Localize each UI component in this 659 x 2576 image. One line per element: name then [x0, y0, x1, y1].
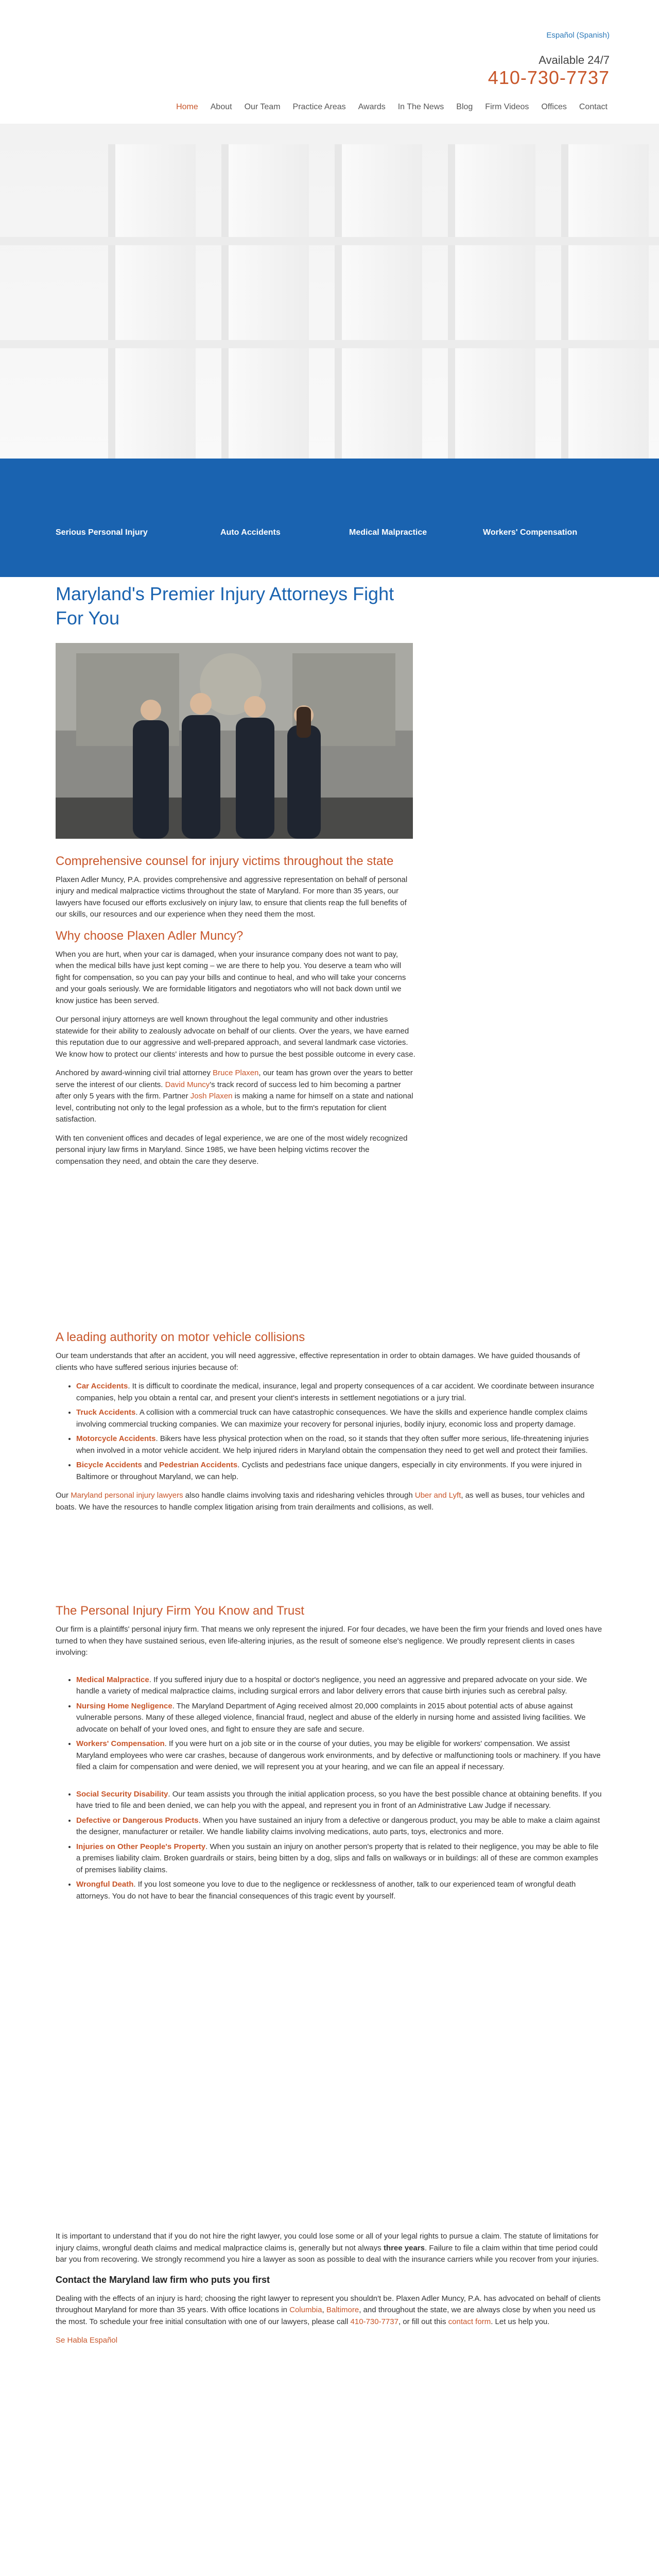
- nav-home[interactable]: Home: [176, 103, 198, 111]
- list-item: [76, 1815, 603, 1838]
- attorney-link-bruce-plaxen[interactable]: Bruce Plaxen: [213, 1069, 259, 1078]
- list-item: [76, 1674, 603, 1698]
- list-item: [76, 1879, 603, 1902]
- text-fragment: also handle claims involving taxis and ridesharing vehicles through: [183, 1491, 415, 1500]
- baltimore-link[interactable]: Baltimore: [326, 2306, 359, 2314]
- contact-section: [56, 2231, 603, 2347]
- text-fragment: , and throughout the state, we are always close by when you need us the most. To schedule your free initial consultation with one of our lawyers, please call: [56, 2306, 596, 2326]
- paragraph-why-1: When you are hurt, when your car is damaged, when your insurance company does not want to pay, when the medical bills have just kept coming – we are there to help you. You deserve a team who will fight for compensation, so you can pay your bills and continue to heal, and who will take your concerns and your goals seriously. We are formidable litigators and negotiators who will not back down until we know justice has been served.: [56, 950, 406, 1005]
- nav-our-team[interactable]: Our Team: [244, 103, 281, 111]
- section-heading-why-choose: Why choose Plaxen Adler Muncy?: [56, 928, 244, 943]
- nav-offices[interactable]: Offices: [541, 103, 567, 111]
- list-item-text: . Bikers have less physical protection when on the road, so it stands that they often suffer more serious, life-threatening injuries when involved in a motor vehicle accident. We help injured riders in Maryland obtain the compensation they need to get well and protect their families.: [76, 1434, 589, 1455]
- text-fragment: It is important to understand that if you do not hire the right lawyer, you could lose some or all of your legal rights to pursue a claim. The statute of limitations for injury claims, wrongful death claims and medical malpractice claims is, generally but not always: [56, 2232, 599, 2252]
- attorney-team-photo: [56, 643, 413, 839]
- hero-window-panel: [108, 144, 196, 459]
- text-fragment: ,: [322, 2306, 326, 2314]
- attorney-link-josh-plaxen[interactable]: Josh Plaxen: [190, 1092, 233, 1101]
- car-accidents-link[interactable]: Car Accidents: [76, 1382, 128, 1391]
- hero-window-panel: [335, 144, 422, 459]
- paragraph-why-3: [56, 1067, 416, 1126]
- page-title: Maryland's Premier Injury Attorneys Fight For You: [56, 583, 394, 629]
- text-fragment: 's track record of success led to him becoming a partner after only 5 years with the firm. Partner: [56, 1080, 401, 1101]
- availability-text: Available 24/7: [539, 54, 610, 66]
- paragraph-trust-intro: Our firm is a plaintiffs' personal injury firm. That means we only represent the injured. For four decades, we have been the firm your friends and loved ones have turned to when they have sustained serious, even life-altering injuries, as the result of someone else's negligence. We proudly represent clients in cases involving:: [56, 1625, 602, 1657]
- list-item-text: . The Maryland Department of Aging received almost 20,000 complaints in 2015 about potential acts of abuse against vulnerable persons. Many of these alleged violence, financial fraud, neglect and abuse of the elderly in nursing home and assisted living facilities. We advocate on behalf of your loved ones, and fight to ensure they are safe and secure.: [76, 1701, 586, 1734]
- text-fragment: . Failure to file a claim within that time period could bar you from recovering. We strongly recommend you hire a lawyer as soon as possible to deal with the insurance carriers while you recover from your injuries.: [56, 2243, 599, 2264]
- defective-products-link[interactable]: Defective or Dangerous Products: [76, 1816, 199, 1825]
- bicycle-accidents-link[interactable]: Bicycle Accidents: [76, 1461, 142, 1470]
- paragraph-motor-intro: Our team understands that after an accident, you will need aggressive, effective representation in order to obtain damages. We have guided thousands of clients who have suffered serious injuries because of:: [56, 1351, 580, 1372]
- motorcycle-accidents-link[interactable]: Motorcycle Accidents: [76, 1434, 156, 1444]
- text-fragment: Dealing with the effects of an injury is hard; choosing the right lawyer to represent you shouldn't be. Plaxen Adler Muncy, P.A. has advocated on behalf of clients throughout Maryland for more than 35 years. With office locations in: [56, 2294, 601, 2314]
- pedestrian-accidents-link[interactable]: Pedestrian Accidents: [159, 1461, 238, 1470]
- paragraph-why-4: With ten convenient offices and decades of legal experience, we are one of the most widely recognized personal injury law firms in Maryland. Since 1985, we have been helping victims recover the compensation they need, and obtain the care they deserve.: [56, 1133, 408, 1166]
- list-item-text: . When you have sustained an injury from a defective or dangerous product, you may be able to make a claim against the designer, manufacturer or retailer. We handle liability claims involving medications, auto parts, toys, electronics and more.: [76, 1816, 600, 1837]
- main-content: [56, 582, 416, 1175]
- medical-malpractice-link[interactable]: Medical Malpractice: [76, 1675, 149, 1684]
- text-fragment: Anchored by award-winning civil trial attorney: [56, 1069, 213, 1078]
- practice-serious-injury-link[interactable]: Serious Personal Injury: [56, 528, 148, 537]
- nav-awards[interactable]: Awards: [358, 103, 386, 111]
- practice-areas-band: [0, 459, 659, 577]
- list-item-text: . If you were hurt on a job site or in the course of your duties, you may be eligible for workers' compensation. We assist Maryland employees who were car crashes, because of dangerous work environments, and by defective or malfunctioning tools or machinery. If you have filed a claim for compensation and were denied, we will represent you at your hearing, and we can file an appeal if necessary.: [76, 1739, 601, 1772]
- premises-liability-link[interactable]: Injuries on Other People's Property: [76, 1842, 206, 1851]
- paragraph-statute: [56, 2231, 603, 2266]
- list-item-text: . Cyclists and pedestrians face unique dangers, especially in city environments. If you were injured in Baltimore or throughout Maryland, we can help.: [76, 1461, 582, 1481]
- hero-banner: [0, 124, 659, 459]
- contact-form-link[interactable]: contact form: [448, 2317, 491, 2326]
- truck-accidents-link[interactable]: Truck Accidents: [76, 1408, 136, 1417]
- list-item-text: and: [142, 1461, 160, 1470]
- nav-practice-areas[interactable]: Practice Areas: [292, 103, 346, 111]
- practice-medical-malpractice-link[interactable]: Medical Malpractice: [349, 528, 427, 537]
- list-item: [76, 1381, 603, 1404]
- se-habla-espanol-link[interactable]: Se Habla Español: [56, 2336, 118, 2345]
- wrongful-death-link[interactable]: Wrongful Death: [76, 1880, 134, 1889]
- text-fragment: . Let us help you.: [491, 2317, 550, 2326]
- three-years-emphasis: three years: [383, 2243, 425, 2252]
- nav-about[interactable]: About: [210, 103, 232, 111]
- text-fragment: is making a name for himself on a state and national level, contributing not only to the legal profession as a whole, but to the firm's reputation for client satisfaction.: [56, 1092, 413, 1124]
- site-header: [0, 0, 659, 124]
- nav-firm-videos[interactable]: Firm Videos: [485, 103, 529, 111]
- text-fragment: , or fill out this: [398, 2317, 448, 2326]
- spanish-language-link[interactable]: Español (Spanish): [546, 31, 610, 40]
- practice-list-continued: [76, 1789, 603, 1903]
- spacer: [56, 1520, 603, 1603]
- attorney-link-david-muncy[interactable]: David Muncy: [165, 1080, 210, 1089]
- paragraph-motor-outro: [56, 1490, 603, 1513]
- list-item: [76, 1433, 603, 1456]
- workers-comp-link[interactable]: Workers' Compensation: [76, 1739, 165, 1749]
- list-item-text: . When you sustain an injury on another person's property that is related to their negligence, you may be able to file a premises liability claim. Broken guardrails or stairs, being bitten by a dog, slips and falls on walkways or in buildings: all of these are common examples of premises liability claims.: [76, 1842, 599, 1874]
- nav-in-the-news[interactable]: In The News: [397, 103, 444, 111]
- list-item-text: . Our team assists you through the initial application process, so you have the best possible chance at obtaining benefits. If you have tried to file and been denied, we can help you with the appeal, and represent you in front of an Administrative Law Judge if necessary.: [76, 1789, 602, 1810]
- maryland-pi-lawyers-link[interactable]: Maryland personal injury lawyers: [71, 1491, 183, 1500]
- social-security-link[interactable]: Social Security Disability: [76, 1789, 168, 1799]
- list-item: [76, 1789, 603, 1812]
- phone-number-link[interactable]: 410-730-7737: [488, 67, 610, 88]
- list-item-text: . A collision with a commercial truck can have catastrophic consequences. We have the skills and experience handle complex claims involving commercial trucking companies. We can maximize your recovery for personal injuries, bodily injury, economic loss and property damage.: [76, 1408, 587, 1429]
- hero-window-panel: [561, 144, 649, 459]
- section-heading-comprehensive: Comprehensive counsel for injury victims throughout the state: [56, 854, 394, 868]
- nursing-home-link[interactable]: Nursing Home Negligence: [76, 1701, 172, 1710]
- text-fragment: , our team has grown over the years to better serve the interest of our clients.: [56, 1069, 413, 1089]
- columbia-link[interactable]: Columbia: [289, 2306, 322, 2314]
- nav-contact[interactable]: Contact: [579, 103, 608, 111]
- list-item-text: . If you suffered injury due to a hospital or doctor's negligence, you need an aggressive and prepared advocate on your side. We handle a variety of medical malpractice claims, including surgical errors and labor delivery errors that cause birth injuries such as cerebral palsy.: [76, 1675, 587, 1696]
- list-item-text: . It is difficult to coordinate the medical, insurance, legal and property consequences of a car accident. We coordinate between insurance companies, help you obtain a rental car, and present your client's interests in settlement negotiations or a jury trial.: [76, 1382, 595, 1402]
- paragraph-contact: [56, 2293, 603, 2328]
- nav-blog[interactable]: Blog: [456, 103, 473, 111]
- list-item: [76, 1738, 603, 1773]
- hero-window-panel: [221, 144, 309, 459]
- list-item: [76, 1701, 603, 1736]
- practice-workers-comp-link[interactable]: Workers' Compensation: [483, 528, 578, 537]
- section-heading-trust: The Personal Injury Firm You Know and Trust: [56, 1604, 304, 1618]
- hero-window-panel: [448, 144, 535, 459]
- section-heading-motor-vehicle: A leading authority on motor vehicle collisions: [56, 1330, 305, 1344]
- practice-list: [76, 1674, 603, 1773]
- paragraph-comprehensive: Plaxen Adler Muncy, P.A. provides comprehensive and aggressive representation on behalf of personal injury and medical malpractice victims throughout the state of Maryland. For more than 35 years, our lawyers have focused our efforts exclusively on injury law, to ensure that clients reap the full benefits of our skills, our resources and our experience when they need them the most.: [56, 875, 408, 919]
- motor-vehicle-list: [76, 1381, 603, 1483]
- contact-phone-link[interactable]: 410-730-7737: [350, 2317, 398, 2326]
- main-nav: [170, 101, 614, 113]
- list-item: [76, 1460, 603, 1483]
- list-item: [76, 1407, 603, 1430]
- paragraph-why-2: Our personal injury attorneys are well known throughout the legal community and other industries statewide for their ability to zealously advocate on behalf of our clients. Over the years, we have earned this reputation due to our aggressive and well-prepared approach, and several landmark case victories. We know how to protect our clients' interests and how to pursue the best possible outcome in every case.: [56, 1015, 415, 1059]
- contact-heading: Contact the Maryland law firm who puts you first: [56, 2274, 270, 2285]
- list-item-text: . If you lost someone you love to due to the negligence or recklessness of another, talk to our experienced team of wrongful death attorneys. You do not have to bear the financial consequences of this tragic event by yourself.: [76, 1880, 576, 1901]
- text-fragment: , as well as buses, tour vehicles and boats. We have the resources to handle complex litigation arising from train derailments and collisions, as well.: [56, 1491, 585, 1512]
- hero-window-bar: [0, 237, 659, 245]
- list-item: [76, 1841, 603, 1876]
- hero-window-bar: [0, 340, 659, 348]
- practice-details: [56, 1329, 603, 1909]
- team-photo-illustration: [56, 643, 413, 839]
- text-fragment: Our: [56, 1491, 71, 1500]
- uber-lyft-link[interactable]: Uber and Lyft: [414, 1491, 461, 1500]
- practice-auto-accidents-link[interactable]: Auto Accidents: [220, 528, 281, 537]
